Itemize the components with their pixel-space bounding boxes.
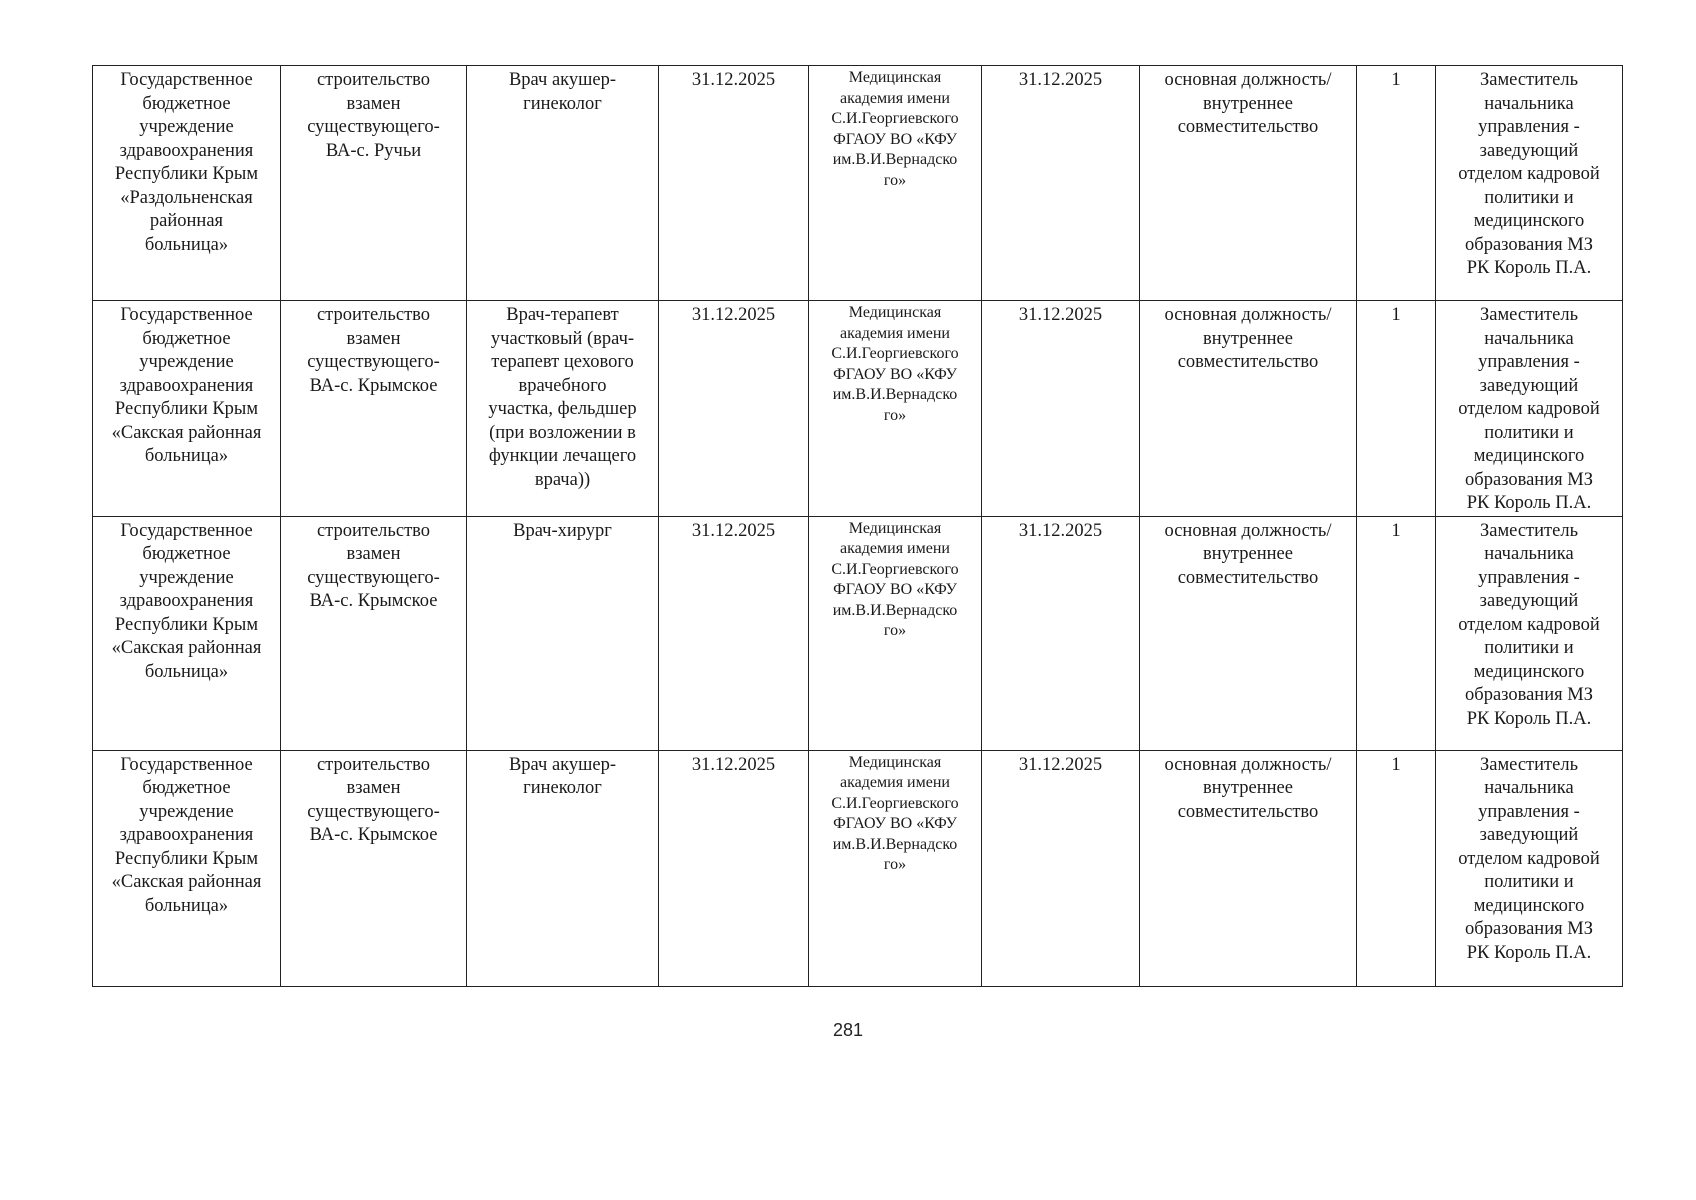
responsible-cell bbox=[1436, 750, 1623, 986]
table-row bbox=[93, 516, 1623, 750]
construction-text: строительство взамен существующего- ВА-с. Крымское bbox=[307, 754, 440, 845]
count-cell bbox=[1357, 301, 1436, 517]
deadline-cell bbox=[982, 301, 1140, 517]
date-text: 31.12.2025 bbox=[691, 754, 776, 775]
employment-cell bbox=[1140, 301, 1357, 517]
table-row bbox=[93, 301, 1623, 517]
construction-cell bbox=[281, 66, 467, 301]
count-cell bbox=[1357, 66, 1436, 301]
construction-text: строительство взамен существующего- ВА-с. Ручьи bbox=[307, 70, 440, 161]
employment-text: основная должность/ внутреннее совместительство bbox=[1164, 70, 1332, 137]
deadline-cell bbox=[982, 66, 1140, 301]
date-cell bbox=[659, 516, 809, 750]
position-text: Врач-хирург bbox=[513, 520, 612, 541]
staffing-table bbox=[92, 65, 1623, 987]
academy-text: Медицинская академия имени С.И.Георгиевского ФГАОУ ВО «КФУ им.В.И.Вернадско го» bbox=[831, 519, 959, 639]
institution-text: Государственное бюджетное учреждение здравоохранения Республики Крым «Раздольненская районная больница» bbox=[114, 70, 259, 255]
date-cell bbox=[659, 750, 809, 986]
date-text: 31.12.2025 bbox=[691, 305, 776, 325]
academy-text: Медицинская академия имени С.И.Георгиевского ФГАОУ ВО «КФУ им.В.И.Вернадско го» bbox=[831, 753, 959, 873]
academy-cell bbox=[809, 750, 982, 986]
responsible-cell bbox=[1436, 301, 1623, 517]
responsible-text: Заместитель начальника управления - заведующий отделом кадровой политики и медицинского образования МЗ РК Король П.А. bbox=[1458, 70, 1600, 278]
institution-cell bbox=[93, 66, 281, 301]
academy-cell bbox=[809, 301, 982, 517]
position-cell bbox=[467, 750, 659, 986]
deadline-cell bbox=[982, 750, 1140, 986]
employment-text: основная должность/ внутреннее совместительство bbox=[1164, 305, 1332, 372]
institution-text: Государственное бюджетное учреждение здравоохранения Республики Крым «Сакская районная больница» bbox=[111, 754, 262, 916]
responsible-cell bbox=[1436, 516, 1623, 750]
deadline-text: 31.12.2025 bbox=[1018, 305, 1103, 325]
position-cell bbox=[467, 516, 659, 750]
date-text: 31.12.2025 bbox=[691, 70, 776, 90]
employment-text: основная должность/ внутреннее совместительство bbox=[1164, 520, 1332, 588]
count-text: 1 bbox=[1391, 305, 1401, 325]
position-text: Врач акушер- гинеколог bbox=[508, 70, 617, 114]
institution-cell bbox=[93, 301, 281, 517]
institution-cell bbox=[93, 516, 281, 750]
construction-text: строительство взамен существующего- ВА-с. Крымское bbox=[307, 520, 440, 611]
date-text: 31.12.2025 bbox=[691, 520, 776, 541]
construction-cell bbox=[281, 516, 467, 750]
academy-text: Медицинская академия имени С.И.Георгиевского ФГАОУ ВО «КФУ им.В.И.Вернадско го» bbox=[831, 304, 959, 424]
construction-text: строительство взамен существующего- ВА-с. Крымское bbox=[307, 305, 440, 396]
position-text: Врач акушер- гинеколог bbox=[508, 754, 617, 798]
employment-cell bbox=[1140, 750, 1357, 986]
construction-cell bbox=[281, 301, 467, 517]
employment-cell bbox=[1140, 66, 1357, 301]
date-cell bbox=[659, 66, 809, 301]
responsible-text: Заместитель начальника управления - заведующий отделом кадровой политики и медицинского образования МЗ РК Король П.А. bbox=[1458, 305, 1600, 513]
deadline-cell bbox=[982, 516, 1140, 750]
count-text: 1 bbox=[1391, 70, 1401, 90]
academy-text: Медицинская академия имени С.И.Георгиевского ФГАОУ ВО «КФУ им.В.И.Вернадско го» bbox=[831, 69, 959, 189]
position-cell bbox=[467, 66, 659, 301]
construction-cell bbox=[281, 750, 467, 986]
deadline-text: 31.12.2025 bbox=[1018, 754, 1103, 775]
position-cell bbox=[467, 301, 659, 517]
count-text: 1 bbox=[1391, 754, 1401, 775]
responsible-text: Заместитель начальника управления - заведующий отделом кадровой политики и медицинского образования МЗ РК Король П.А. bbox=[1458, 520, 1600, 729]
position-text: Врач-терапевт участковый (врач- терапевт цехового врачебного участка, фельдшер (при возложении в функции лечащего врача)) bbox=[488, 305, 637, 490]
deadline-text: 31.12.2025 bbox=[1018, 70, 1103, 90]
page-number: 281 bbox=[832, 1020, 864, 1040]
academy-cell bbox=[809, 66, 982, 301]
institution-cell bbox=[93, 750, 281, 986]
count-text: 1 bbox=[1391, 520, 1401, 541]
academy-cell bbox=[809, 516, 982, 750]
responsible-text: Заместитель начальника управления - заведующий отделом кадровой политики и медицинского образования МЗ РК Король П.А. bbox=[1458, 754, 1600, 963]
table-row bbox=[93, 66, 1623, 301]
date-cell bbox=[659, 301, 809, 517]
employment-text: основная должность/ внутреннее совместительство bbox=[1164, 754, 1332, 822]
count-cell bbox=[1357, 516, 1436, 750]
employment-cell bbox=[1140, 516, 1357, 750]
institution-text: Государственное бюджетное учреждение здравоохранения Республики Крым «Сакская районная больница» bbox=[111, 305, 262, 466]
responsible-cell bbox=[1436, 66, 1623, 301]
deadline-text: 31.12.2025 bbox=[1018, 520, 1103, 541]
table-row bbox=[93, 750, 1623, 986]
count-cell bbox=[1357, 750, 1436, 986]
institution-text: Государственное бюджетное учреждение здравоохранения Республики Крым «Сакская районная больница» bbox=[111, 520, 262, 682]
